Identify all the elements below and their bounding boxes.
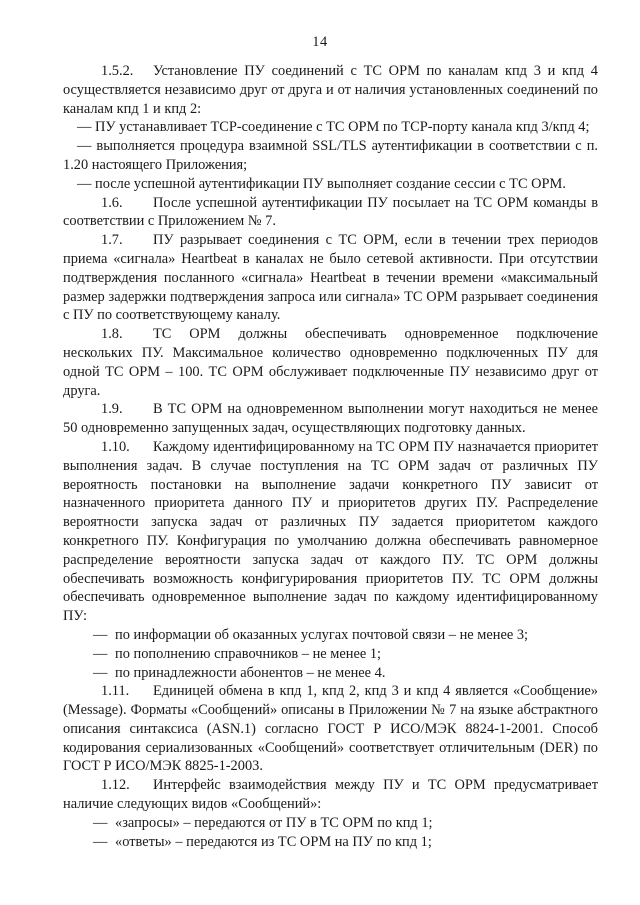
page-number: 14 — [312, 34, 328, 50]
list-item-text: «запросы» – передаются от ПУ в ТС ОРМ по кпд 1; — [115, 814, 433, 831]
paragraph-1-6 — [63, 194, 598, 232]
list-item-text: по информации об оказанных услугах почтовой связи – не менее 3; — [115, 626, 529, 643]
clause-text: После успешной аутентификации ПУ посылает на ТС ОРМ команды в соответствии с Приложением № 7. — [63, 194, 598, 230]
list-item-text: «ответы» – передаются из ТС ОРМ на ПУ по кпд 1; — [115, 833, 432, 850]
clause-number: 1.12. — [101, 777, 130, 794]
clause-number: 1.11. — [101, 683, 130, 700]
document-body — [63, 62, 598, 851]
clause-text: Единицей обмена в кпд 1, кпд 2, кпд 3 и кпд 4 является «Сообщение» (Message). Форматы «Сообщений» описаны в Приложении № 7 на языке абстрактного описания синтаксиса (ASN.1) согласно ГОСТ Р ИСО/МЭК 8824-1-2001. Способ кодирования сериализованных «Сообщений» соответствует отличительным (DER) по ГОСТ Р ИСО/МЭК 8825-1-2003. — [63, 683, 598, 775]
paragraph-1-7 — [63, 231, 598, 325]
dash-item-text: выполняется процедура взаимной SSL/TLS аутентификации в соответствии с п. 1.20 настоящего Приложения; — [63, 138, 598, 173]
paragraph-1-5-2 — [63, 62, 598, 118]
clause-text: В ТС ОРМ на одновременном выполнении могут находиться не менее 50 одновременно запущенных задач, осуществляющих подготовку данных. — [63, 401, 598, 437]
clause-number: 1.5.2. — [101, 63, 134, 79]
clause-text: Установление ПУ соединений с ТС ОРМ по каналам кпд 3 и кпд 4 осуществляется независимо друг от друга и от наличия установленных соединений по каналам кпд 1 и кпд 2: — [63, 63, 598, 117]
clause-number: 1.8. — [101, 326, 123, 343]
dash-item-text: ПУ устанавливает TCP-соединение с ТС ОРМ по TCP-порту канала кпд 3/кпд 4; — [95, 119, 590, 136]
paragraph-1-8 — [63, 325, 598, 400]
dash-marker: — — [93, 833, 108, 850]
clause-number: 1.10. — [101, 438, 130, 455]
dash-marker: — — [93, 664, 108, 681]
dash-marker: — — [93, 814, 108, 831]
list-item — [63, 626, 598, 645]
dash-item — [63, 175, 598, 194]
dash-marker: — — [93, 626, 108, 643]
dash-marker: — — [77, 175, 92, 192]
dash-item — [63, 118, 598, 137]
dash-marker: — — [77, 138, 92, 155]
list-item-text: по принадлежности абонентов – не менее 4. — [115, 664, 386, 681]
clause-text: ПУ разрывает соединения с ТС ОРМ, если в течении трех периодов приема «сигнала» Heartbeat в каналах не было сетевой активности. При отсутствии подтверждения посланного «сигнала» Heartbeat в течении времени «максимальный размер задержки подтверждения запроса или сигнала» ТС ОРМ разрывает соединения с ПУ по соответствующему каналу. — [63, 232, 598, 324]
clause-number: 1.7. — [101, 232, 123, 249]
paragraph-1-10 — [63, 438, 598, 626]
paragraph-1-9 — [63, 400, 598, 438]
paragraph-1-12 — [63, 776, 598, 814]
clause-number: 1.6. — [101, 194, 123, 211]
clause-text: ТС ОРМ должны обеспечивать одновременное подключение нескольких ПУ. Максимальное количество одновременно подключенных ПУ для одной ТС ОРМ – 100. ТС ОРМ обслуживает подключенные ПУ независимо друг от друга. — [63, 326, 598, 399]
clause-number: 1.9. — [101, 401, 123, 418]
dash-item-text: после успешной аутентификации ПУ выполняет создание сессии с ТС ОРМ. — [95, 175, 566, 192]
paragraph-1-11 — [63, 682, 598, 776]
clause-text: Интерфейс взаимодействия между ПУ и ТС ОРМ предусматривает наличие следующих видов «Сообщений»: — [63, 777, 598, 813]
dash-item — [63, 137, 598, 175]
clause-text: Каждому идентифицированному на ТС ОРМ ПУ назначается приоритет выполнения задач. В случае поступления на ТС ОРМ задач от различных ПУ вероятность постановки на выполнение задачи конкретного ПУ зависит от назначенного приоритета данного ПУ и приоритетов других ПУ. Распределение вероятности запуска задач от различных ПУ задается приоритетом каждого конкретного ПУ. Конфигурация по умолчанию должна обеспечивать равномерное распределение вероятности запуска задач от каждого ПУ. ТС ОРМ должны обеспечивать возможность конфигурирования приоритетов ПУ. ТС ОРМ должны обеспечивать одновременное выполнение задач по каждому идентифицированному ПУ: — [63, 438, 598, 625]
dash-marker: — — [77, 119, 92, 136]
list-item-text: по пополнению справочников – не менее 1; — [115, 645, 382, 662]
list-item — [63, 814, 598, 833]
list-item — [63, 833, 598, 852]
list-item — [63, 664, 598, 683]
list-item — [63, 645, 598, 664]
dash-marker: — — [93, 645, 108, 662]
